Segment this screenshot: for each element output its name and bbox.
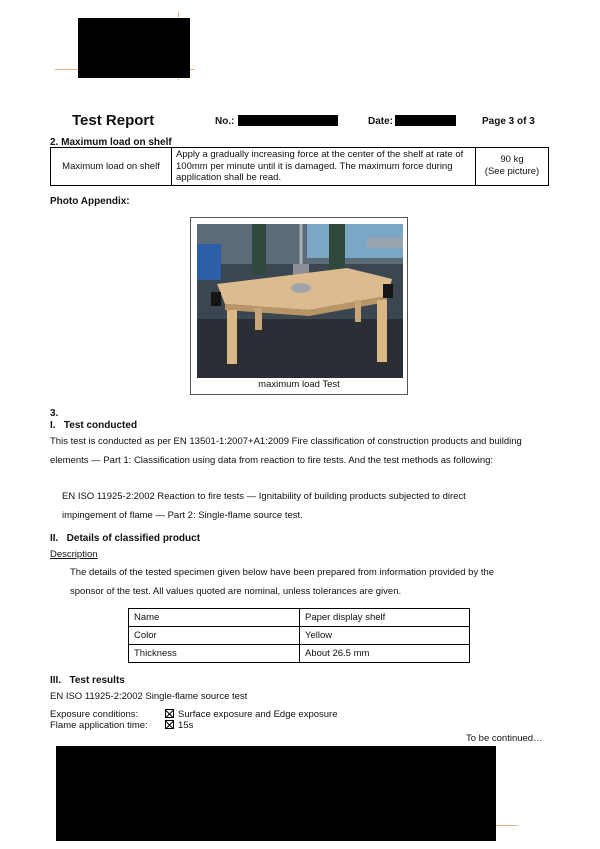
max-load-test-photo <box>197 224 403 378</box>
redacted-report-number <box>238 115 338 126</box>
max-load-value: 90 kg <box>500 154 524 166</box>
checked-box-icon <box>165 720 174 729</box>
report-number-label: No.: <box>215 116 235 127</box>
test-standard-text: EN ISO 11925-2:2002 Reaction to fire tests — Ignitability of building products subjected to direct impingement of flame — Part 2: Single-flame source test. <box>62 491 466 521</box>
max-load-note: (See picture) <box>484 166 540 178</box>
max-load-result-cell <box>476 148 549 186</box>
spec-thickness-label: Thickness <box>129 645 300 663</box>
spec-name-label: Name <box>129 609 300 627</box>
test-results-standard: EN ISO 11925-2:2002 Single-flame source test <box>50 691 248 702</box>
redacted-logo <box>78 18 190 78</box>
table-row <box>129 627 470 645</box>
specimen-table <box>128 608 470 663</box>
checked-box-icon <box>165 709 174 718</box>
to-be-continued: To be continued… <box>466 733 543 744</box>
photo-caption: maximum load Test <box>258 379 340 390</box>
spec-color-label: Color <box>129 627 300 645</box>
table-row <box>129 609 470 627</box>
flame-time-row <box>165 720 193 731</box>
max-load-method-cell: Apply a gradually increasing force at the center of the shelf at rate of 100mm per minute until it is damaged. The maximum force during application shall be read. <box>172 148 476 186</box>
description-label: Description <box>50 549 98 560</box>
flame-time-label: Flame application time: <box>50 720 148 731</box>
table-row <box>51 148 549 186</box>
page-number: Page 3 of 3 <box>482 116 535 127</box>
report-title: Test Report <box>72 112 155 129</box>
max-load-label-cell: Maximum load on shelf <box>51 148 172 186</box>
spec-thickness-value: About 26.5 mm <box>300 645 470 663</box>
test-conducted-paragraph: This test is conducted as per EN 13501-1:2007+A1:2009 Fire classification of construction products and building elements — Part 1: Classification using data from reaction to fire tests. And the test methods as following: <box>50 436 522 466</box>
description-text: The details of the tested specimen given below have been prepared from information provided by the sponsor of the test. All values quoted are nominal, unless tolerances are given. <box>70 567 495 597</box>
test-conducted-heading: I. Test conducted <box>50 420 138 431</box>
table-row <box>129 645 470 663</box>
exposure-conditions-row <box>165 709 338 720</box>
section-3-number: 3. <box>50 408 59 419</box>
spec-name-value: Paper display shelf <box>300 609 470 627</box>
exposure-conditions-label: Exposure conditions: <box>50 709 139 720</box>
exposure-conditions-value: Surface exposure and Edge exposure <box>178 709 338 720</box>
test-results-heading: III. Test results <box>50 675 125 686</box>
max-load-table <box>50 147 549 186</box>
flame-time-value: 15s <box>178 720 194 731</box>
spec-color-value: Yellow <box>300 627 470 645</box>
footer-rule <box>496 825 518 826</box>
report-date-label: Date: <box>368 116 394 127</box>
redacted-footer <box>56 746 496 841</box>
photo-frame <box>190 217 408 395</box>
section-2-heading: 2. Maximum load on shelf <box>50 137 172 148</box>
photo-appendix-heading: Photo Appendix: <box>50 196 130 207</box>
details-heading: II. Details of classified product <box>50 533 201 544</box>
redacted-report-date <box>395 115 456 126</box>
